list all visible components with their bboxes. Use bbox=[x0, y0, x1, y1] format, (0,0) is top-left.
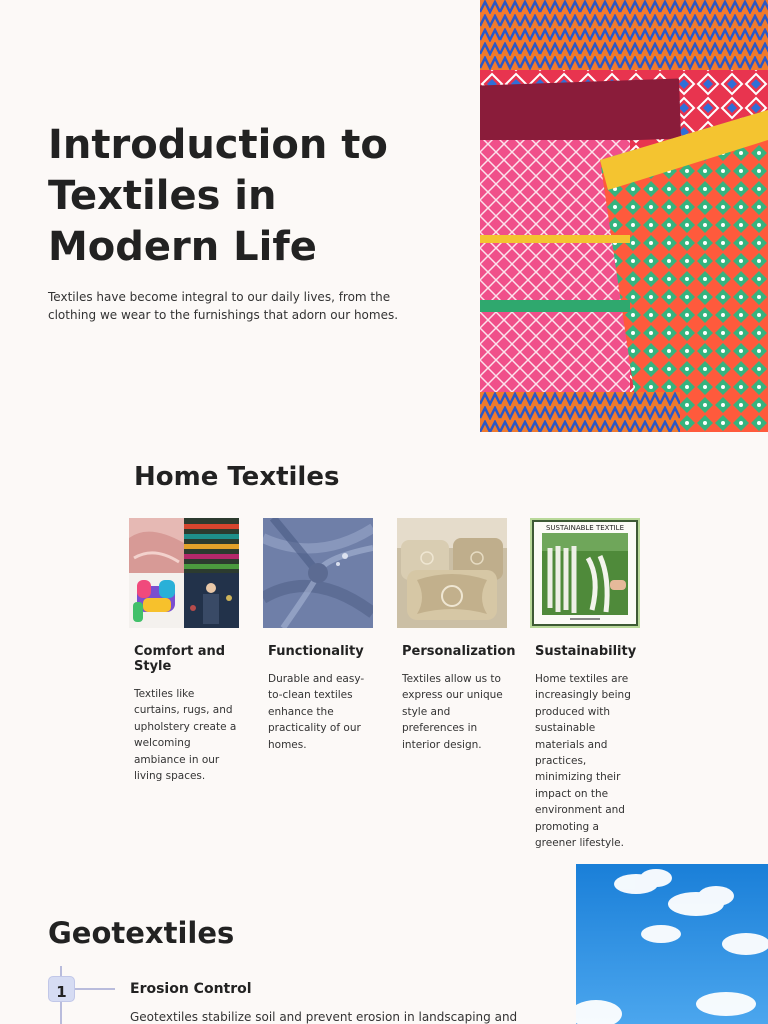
card-comfort-and-style bbox=[129, 518, 247, 784]
step-number-badge: 1 bbox=[48, 976, 75, 1002]
hero-description: Textiles have become integral to our daily lives, from the clothing we wear to the furnishings that adorn our homes. bbox=[48, 290, 399, 322]
card-functionality bbox=[263, 518, 381, 753]
card-title: Personalization bbox=[402, 644, 516, 659]
sustainable-caption: SUSTAINABLE TEXTILE bbox=[545, 524, 625, 532]
card-description: Durable and easy-to-clean textiles enhance the practicality of our homes. bbox=[268, 673, 365, 751]
woven-textile-image bbox=[480, 0, 768, 432]
card-description: Textiles like curtains, rugs, and upholstery create a welcoming ambiance in our living spaces. bbox=[134, 688, 237, 783]
hero-title: Introduction to Textiles in Modern Life bbox=[48, 122, 388, 270]
home-textiles-heading: Home Textiles bbox=[134, 462, 340, 492]
timeline-connector bbox=[72, 988, 115, 990]
blue-fabric-image bbox=[263, 518, 373, 628]
card-description: Home textiles are increasingly being produced with sustainable materials and practices, minimizing their impact on the environment and promoting a greener lifestyle. bbox=[535, 673, 631, 850]
card-personalization bbox=[397, 518, 515, 753]
card-title: Sustainability bbox=[535, 644, 637, 659]
cushions-image bbox=[397, 518, 507, 628]
step-title: Erosion Control bbox=[130, 981, 252, 997]
sky-clouds-image bbox=[576, 864, 768, 1024]
card-description: Textiles allow us to express our unique style and preferences in interior design. bbox=[402, 673, 503, 751]
comfort-collage-image bbox=[129, 518, 239, 628]
card-title: Comfort and Style bbox=[134, 644, 226, 674]
card-title: Functionality bbox=[268, 644, 364, 659]
geotextiles-heading: Geotextiles bbox=[48, 916, 235, 950]
card-sustainability bbox=[530, 518, 648, 851]
sustainable-textile-image bbox=[530, 518, 640, 628]
step-description: Geotextiles stabilize soil and prevent erosion in landscaping and bbox=[130, 1010, 518, 1024]
